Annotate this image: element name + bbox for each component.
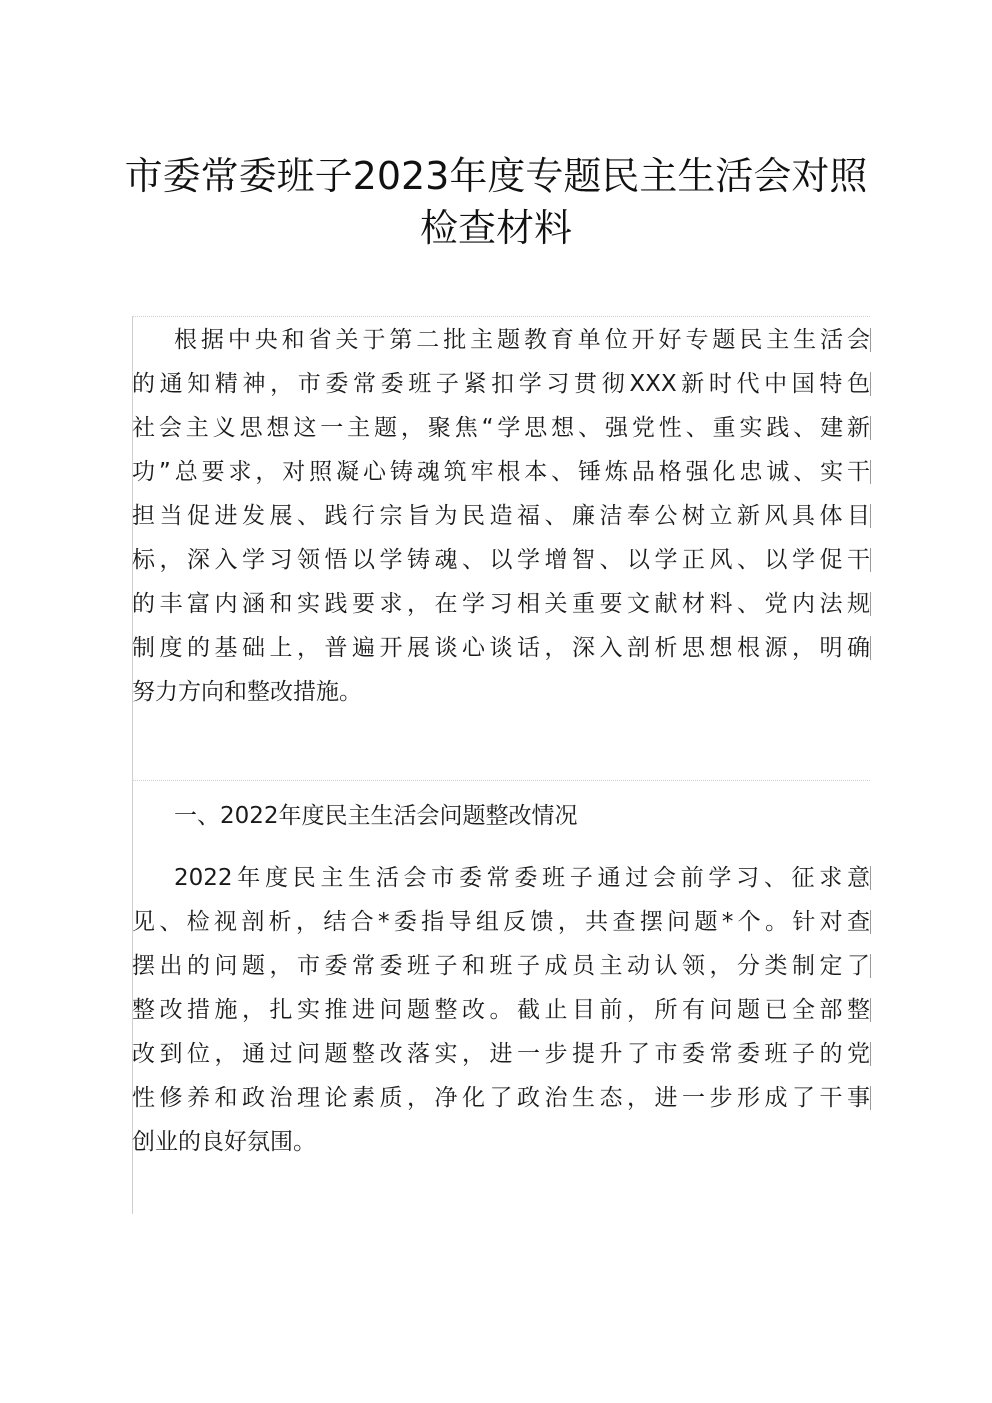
paragraph-2-line: 创业的良好氛围。 <box>132 1129 316 1155</box>
paragraph-1-line: 担当促进发展、践行宗旨为民造福、廉洁奉公树立新风具体目 <box>132 503 870 529</box>
paragraph-2-line: 摆出的问题，市委常委班子和班子成员主动认领，分类制定了 <box>132 953 870 979</box>
title-line-1: 市委常委班子2023年度专题民主生活会对照 <box>124 154 868 198</box>
paragraph-2-line: 见、检视剖析，结合*委指导组反馈，共查摆问题*个。针对查 <box>132 909 870 935</box>
title-line-2: 检查材料 <box>419 206 572 250</box>
paragraph-separator <box>132 780 870 781</box>
paragraph-1-line: 社会主义思想这一主题，聚焦“学思想、强党性、重实践、建新 <box>132 415 870 441</box>
paragraph-1-line: 功”总要求，对照凝心铸魂筑牢根本、锤炼品格强化忠诚、实干 <box>132 459 870 485</box>
paragraph-2-line: 性修养和政治理论素质，净化了政治生态，进一步形成了干事 <box>132 1085 870 1111</box>
paragraph-1-line: 制度的基础上，普遍开展谈心谈话，深入剖析思想根源，明确 <box>132 635 870 661</box>
body-text-frame <box>132 316 870 1214</box>
paragraph-2-line: 2022年度民主生活会市委常委班子通过会前学习、征求意 <box>174 865 870 891</box>
section-heading: 一、2022年度民主生活会问题整改情况 <box>174 803 578 829</box>
paragraph-1-line: 标，深入学习领悟以学铸魂、以学增智、以学正风、以学促干 <box>132 547 870 573</box>
paragraph-2-line: 改到位，通过问题整改落实，进一步提升了市委常委班子的党 <box>132 1041 870 1067</box>
paragraph-2-line: 整改措施，扎实推进问题整改。截止目前，所有问题已全部整 <box>132 997 870 1023</box>
document-title <box>120 150 872 254</box>
paragraph-1-line: 根据中央和省关于第二批主题教育单位开好专题民主生活会 <box>174 327 870 353</box>
paragraph-1-line: 努力方向和整改措施。 <box>132 679 362 705</box>
paragraph-1-line: 的丰富内涵和实践要求，在学习相关重要文献材料、党内法规 <box>132 591 870 617</box>
paragraph-1-line: 的通知精神，市委常委班子紧扣学习贯彻XXX新时代中国特色 <box>132 371 870 397</box>
frame-top-border <box>132 316 870 317</box>
